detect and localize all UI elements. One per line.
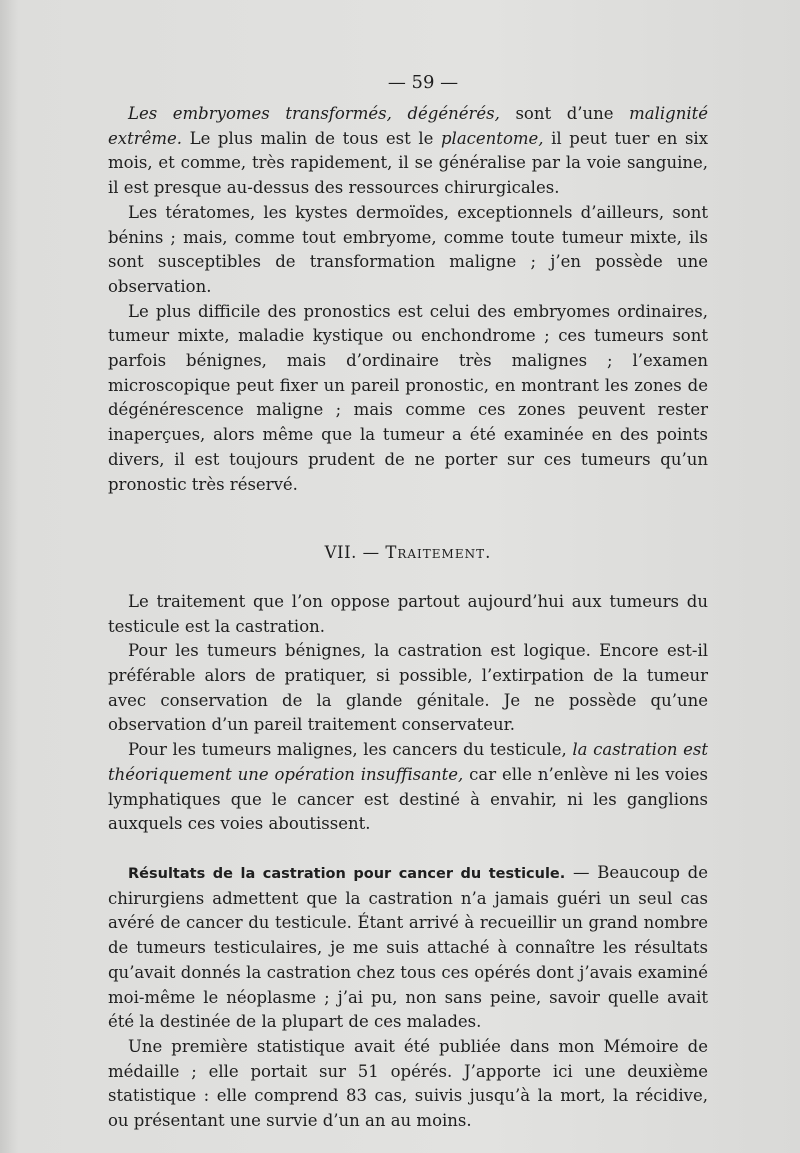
paragraph-text: — Beaucoup de chirurgiens admettent que la castration n’a jamais guéri un seul cas avéré de cancer du testicule. Étant arrivé à recueillir un grand nombre de tumeurs testiculaires, je me suis attaché à connaître les résultats qu’avait donnés la castration chez tous ces opérés dont j’avais examiné moi-même le néoplasme ; j’ai pu, non sans peine, savoir quelle avait été la destinée de la plupart de ces malades. bbox=[108, 862, 709, 1032]
paragraph-resultats bbox=[108, 861, 708, 1035]
page-number: — 59 — bbox=[387, 72, 459, 93]
section-heading bbox=[108, 541, 708, 566]
italic-text: Les embryomes transformés, dégénérés, bbox=[128, 104, 500, 123]
paragraph-text: Pour les tumeurs malignes, les cancers du testicule, bbox=[128, 740, 573, 760]
section-title: Traitement. bbox=[385, 543, 492, 563]
paragraph-teratomes: Les tératomes, les kystes dermoïdes, exceptionnels d’ailleurs, sont bénins ; mais, comme tout embryome, comme toute tumeur mixte, ils sont susceptibles de transformation maligne ; j’en possède une observation. bbox=[108, 202, 708, 296]
italic-text: placentome, bbox=[441, 128, 544, 148]
paragraph-text: Le plus malin de tous est le bbox=[182, 128, 441, 148]
run-in-heading: Résultats de la castration pour cancer du testicule. bbox=[128, 865, 566, 882]
paragraph-text: car elle n’enlève ni les voies lymphatiques que le cancer est destiné à envahir, ni les ganglions auxquels ces voies aboutissent. bbox=[108, 764, 708, 834]
paragraph-tumeurs-benignes: Pour les tumeurs bénignes, la castration est logique. Encore est-il préférable alors de pratiquer, si possible, l’extirpation de la tumeur avec conservation de la glande génitale. Je ne possède qu’une observation d’un pareil traitement conservateur. bbox=[108, 641, 708, 735]
paragraph-embryomes-transformes bbox=[108, 102, 708, 201]
paragraph-tumeurs-malignes bbox=[108, 738, 708, 837]
paragraph-gap bbox=[108, 837, 708, 861]
paragraph-text: sont d’une bbox=[499, 104, 630, 123]
paragraph-text: il peut tuer en six mois, et comme, très rapidement, il se généralise par la voie sanguine, il est presque au-dessus des ressources chirurgicales. bbox=[108, 128, 708, 198]
paragraph-pronostics: Le plus difficile des pronostics est celui des embryomes ordinaires, tumeur mixte, maladie kystique ou enchondrome ; ces tumeurs sont parfois bénignes, mais d’ordinaire très malignes ; l’examen microscopique peut fixer un pareil pronostic, en montrant les zones de dégénérescence maligne ; mais comme ces zones peuvent rester inaperçues, alors même que la tumeur a été examinée en des points divers, il est toujours prudent de ne porter sur ces tumeurs qu’un pronostic très réservé. bbox=[108, 301, 708, 494]
italic-text: la castration est théoriquement une opération insuffisante, bbox=[108, 740, 708, 784]
paragraph-statistique: Une première statistique avait été publiée dans mon Mémoire de médaille ; elle portait sur 51 opérés. J’apporte ici une deuxième statistique : elle comprend 83 cas, suivis jusqu’à la mort, la récidive, ou présentant une survie d’un an au moins. bbox=[108, 1036, 708, 1131]
section-number: VII. — bbox=[324, 543, 380, 563]
page-content bbox=[108, 68, 708, 1134]
italic-text: malignité extrême. bbox=[108, 104, 709, 148]
paragraph-traitement: Le traitement que l’on oppose partout aujourd’hui aux tumeurs du testicule est la castration. bbox=[108, 591, 708, 636]
